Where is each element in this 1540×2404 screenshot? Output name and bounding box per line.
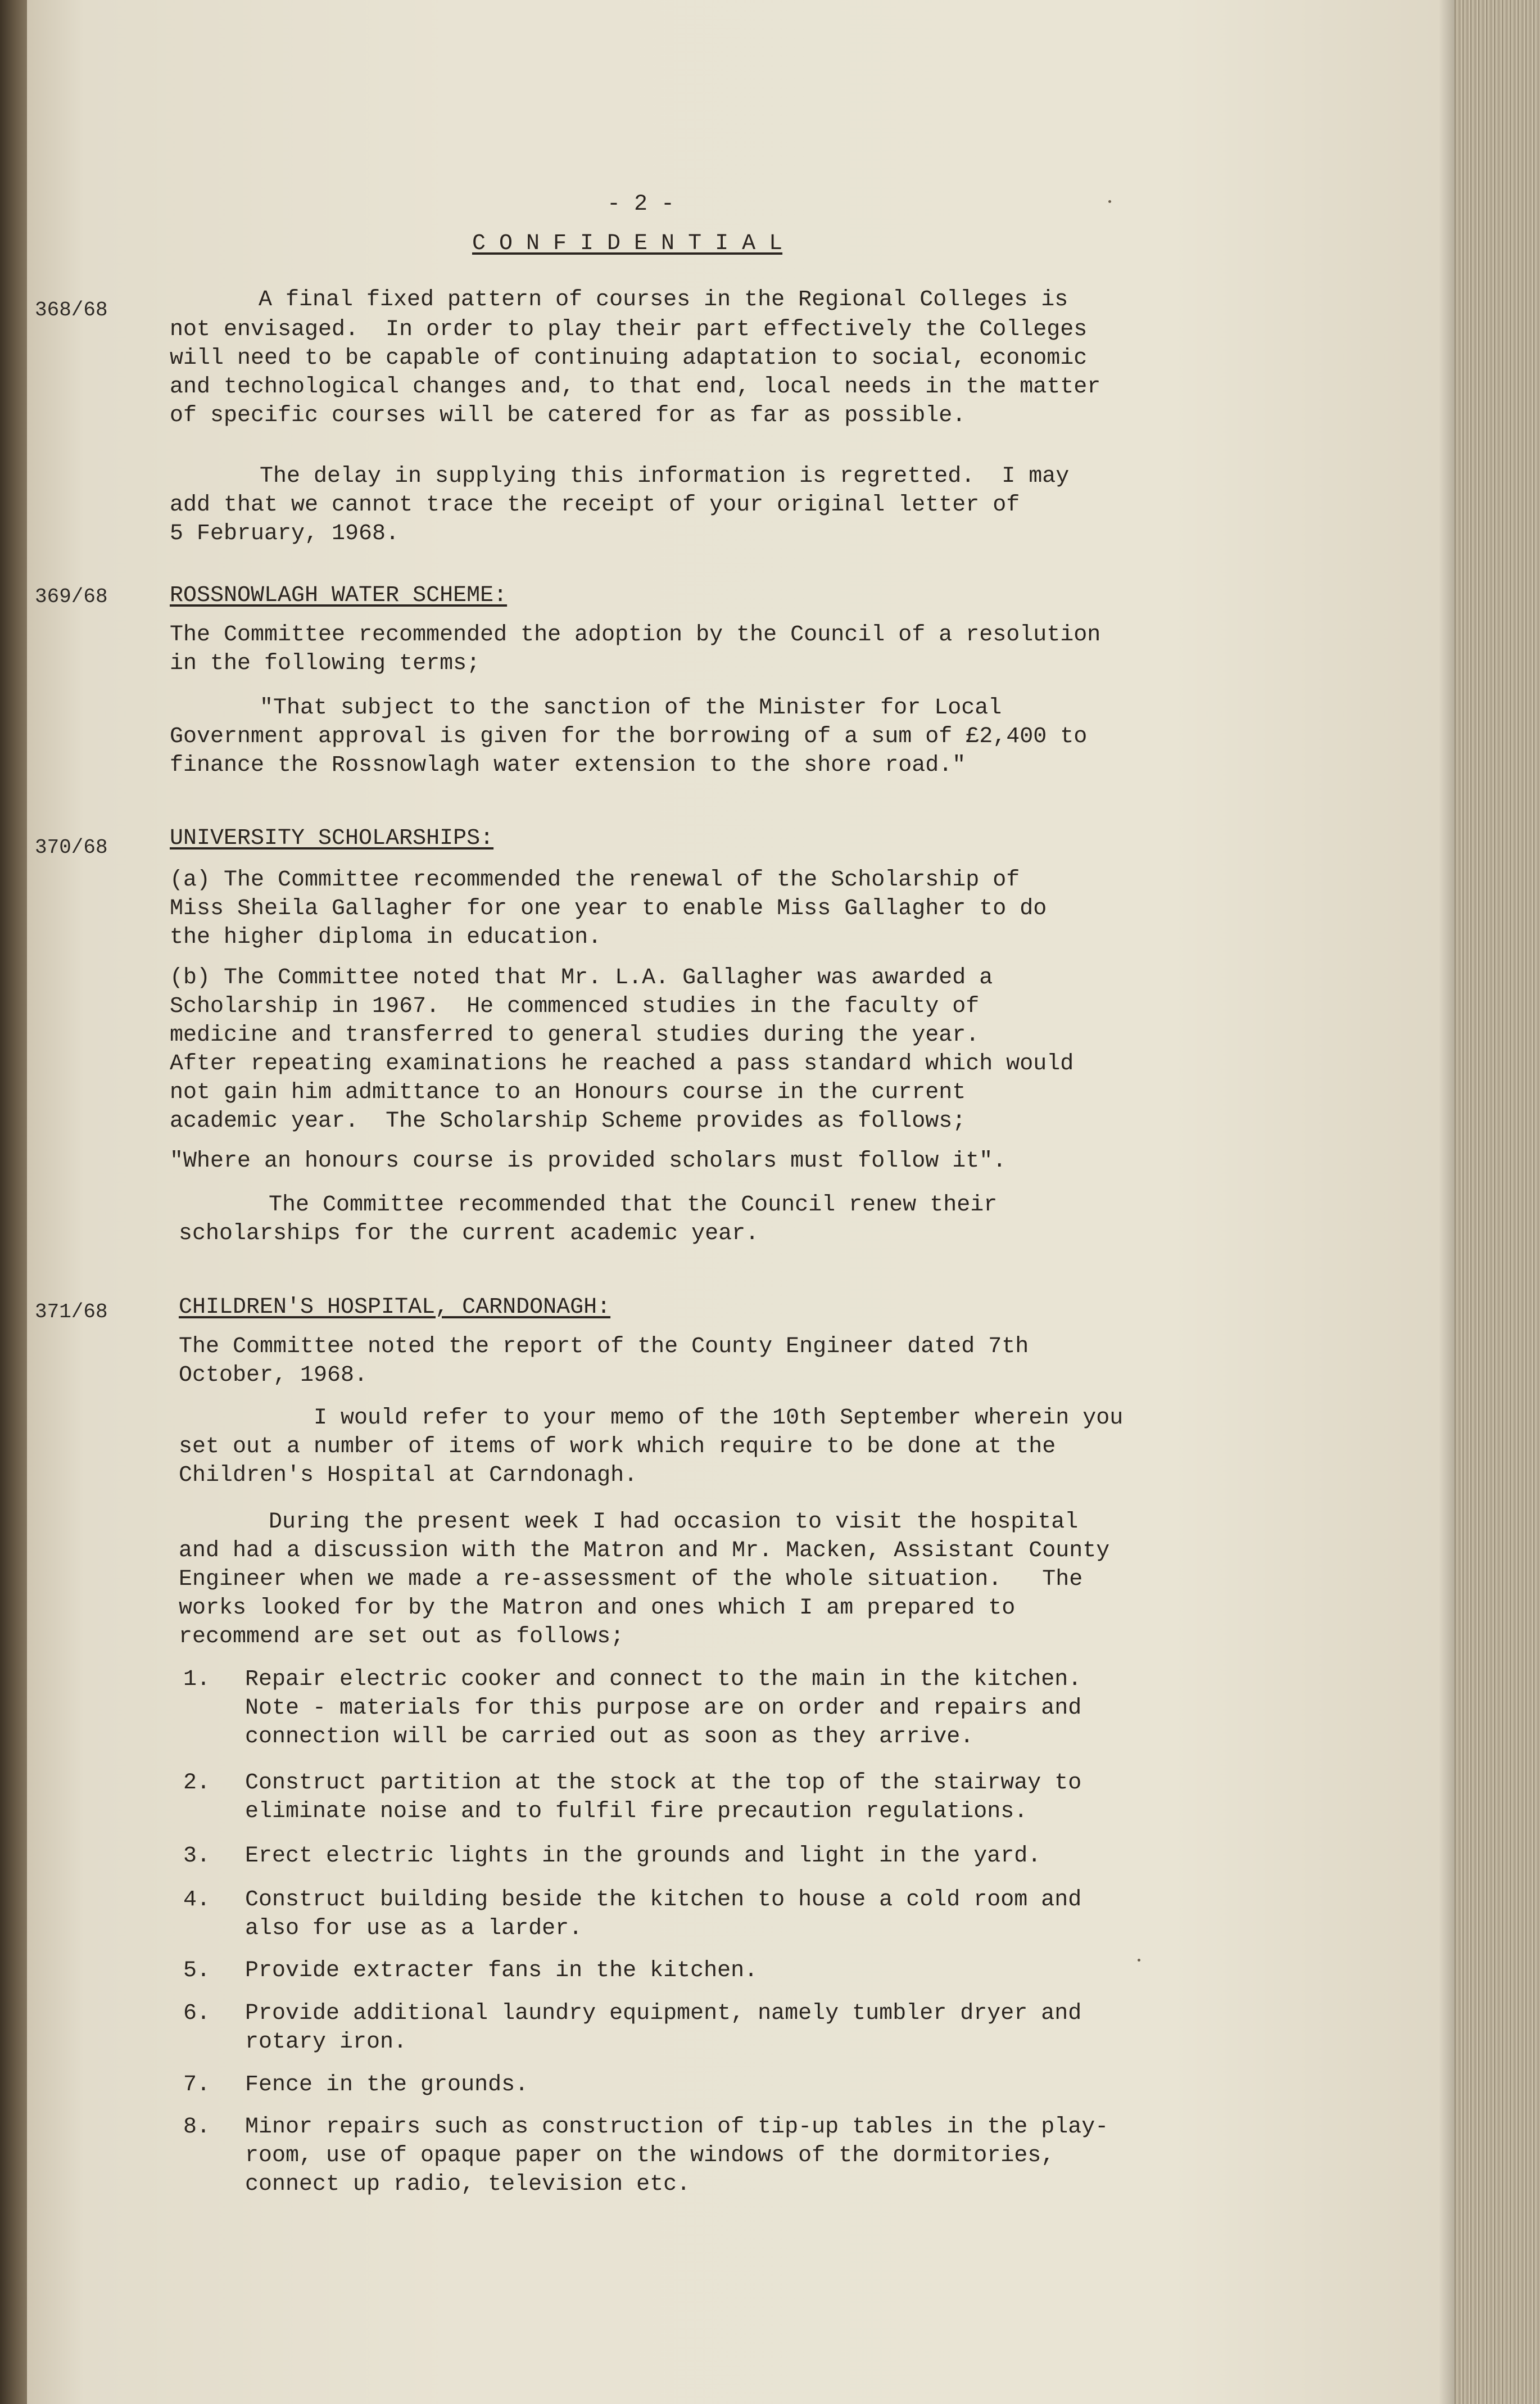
paper-speck: [1138, 1959, 1140, 1962]
text-line: and technological changes and, to that end, local needs in the matter: [170, 374, 1101, 400]
minute-ref-369: 369/68: [35, 585, 108, 608]
text-line: A final fixed pattern of courses in the Regional Colleges is: [259, 287, 1068, 313]
list-item-text: Minor repairs such as construction of tip-up tables in the play-: [245, 2114, 1109, 2140]
section-heading: ROSSNOWLAGH WATER SCHEME:: [170, 583, 508, 608]
section-heading: CHILDREN'S HOSPITAL, CARNDONAGH:: [179, 1295, 611, 1320]
text-line: will need to be capable of continuing adaptation to social, economic: [170, 346, 1088, 371]
list-item-text: Provide extracter fans in the kitchen.: [245, 1958, 758, 1983]
text-line: During the present week I had occasion to visit the hospital: [269, 1510, 1079, 1535]
text-line: The Committee recommended the adoption by the Council of a resolution: [170, 622, 1101, 648]
minute-ref-371: 371/68: [35, 1300, 108, 1323]
text-line: not envisaged. In order to play their part effectively the Colleges: [170, 317, 1088, 342]
text-line: works looked for by the Matron and ones which I am prepared to: [179, 1596, 1016, 1621]
list-item-text: Provide additional laundry equipment, namely tumbler dryer and: [245, 2001, 1082, 2026]
list-item-text: room, use of opaque paper on the windows of the dormitories,: [245, 2143, 1055, 2168]
list-item-text: eliminate noise and to fulfil fire precaution regulations.: [245, 1799, 1028, 1824]
list-item-text: Erect electric lights in the grounds and light in the yard.: [245, 1843, 1041, 1869]
quote-line: "That subject to the sanction of the Minister for Local: [260, 695, 1002, 721]
quote-line: "Where an honours course is provided scholars must follow it".: [170, 1149, 1007, 1174]
text-line: The Committee recommended that the Council renew their: [269, 1192, 998, 1218]
list-item-number: 3.: [183, 1843, 211, 1869]
list-item-text: connection will be carried out as soon as they arrive.: [245, 1724, 974, 1750]
text-line: October, 1968.: [179, 1363, 368, 1388]
confidential-heading: C O N F I D E N T I A L: [472, 231, 783, 256]
quote-line: Government approval is given for the borrowing of a sum of £2,400 to: [170, 724, 1088, 749]
section-heading: UNIVERSITY SCHOLARSHIPS:: [170, 826, 494, 851]
list-item-number: 7.: [183, 2072, 211, 2098]
list-item-text: Fence in the grounds.: [245, 2072, 529, 2098]
text-line: in the following terms;: [170, 651, 481, 676]
paper-speck: [1108, 200, 1111, 203]
list-item-number: 6.: [183, 2001, 211, 2026]
text-line: add that we cannot trace the receipt of your original letter of: [170, 492, 1020, 518]
list-item-number: 8.: [183, 2114, 211, 2140]
list-item-number: 5.: [183, 1958, 211, 1983]
list-item-text: also for use as a larder.: [245, 1916, 583, 1941]
list-item-number: 2.: [183, 1770, 211, 1796]
text-line: The Committee noted the report of the County Engineer dated 7th: [179, 1334, 1029, 1359]
quote-line: finance the Rossnowlagh water extension to the shore road.": [170, 753, 966, 778]
list-item-text: rotary iron.: [245, 2030, 407, 2055]
minute-ref-370: 370/68: [35, 836, 108, 859]
text-line: (b) The Committee noted that Mr. L.A. Gallagher was awarded a: [170, 965, 993, 991]
text-line: of specific courses will be catered for as far as possible.: [170, 403, 966, 428]
text-line: scholarships for the current academic year.: [179, 1221, 759, 1246]
text-line: recommend are set out as follows;: [179, 1624, 624, 1650]
list-item-text: Note - materials for this purpose are on order and repairs and: [245, 1696, 1082, 1721]
list-item-text: connect up radio, television etc.: [245, 2172, 691, 2197]
list-item-number: 1.: [183, 1667, 211, 1692]
text-line: medicine and transferred to general studies during the year.: [170, 1023, 980, 1048]
list-item-text: Construct partition at the stock at the top of the stairway to: [245, 1770, 1082, 1796]
text-line: 5 February, 1968.: [170, 521, 400, 546]
list-item-text: Construct building beside the kitchen to house a cold room and: [245, 1887, 1082, 1913]
list-item-number: 4.: [183, 1887, 211, 1913]
page-number: - 2 -: [607, 192, 675, 217]
text-line: and had a discussion with the Matron and Mr. Macken, Assistant County: [179, 1538, 1110, 1563]
list-item-text: Repair electric cooker and connect to the main in the kitchen.: [245, 1667, 1082, 1692]
text-line: Scholarship in 1967. He commenced studies in the faculty of: [170, 994, 980, 1019]
text-line: The delay in supplying this information is regretted. I may: [260, 464, 1070, 489]
text-line: Children's Hospital at Carndonagh.: [179, 1463, 638, 1488]
text-line: the higher diploma in education.: [170, 925, 602, 950]
text-line: academic year. The Scholarship Scheme provides as follows;: [170, 1109, 966, 1134]
text-line: not gain him admittance to an Honours course in the current: [170, 1080, 966, 1105]
text-line: After repeating examinations he reached a pass standard which would: [170, 1051, 1074, 1077]
text-line: (a) The Committee recommended the renewal of the Scholarship of: [170, 867, 1020, 893]
text-line: set out a number of items of work which require to be done at the: [179, 1434, 1056, 1459]
minute-ref-368: 368/68: [35, 299, 108, 322]
text-line: Miss Sheila Gallagher for one year to enable Miss Gallagher to do: [170, 896, 1047, 921]
text-line: I would refer to your memo of the 10th September wherein you: [314, 1406, 1124, 1431]
page-stack-edge: [1455, 0, 1540, 2404]
text-line: Engineer when we made a re-assessment of the whole situation. The: [179, 1567, 1083, 1592]
